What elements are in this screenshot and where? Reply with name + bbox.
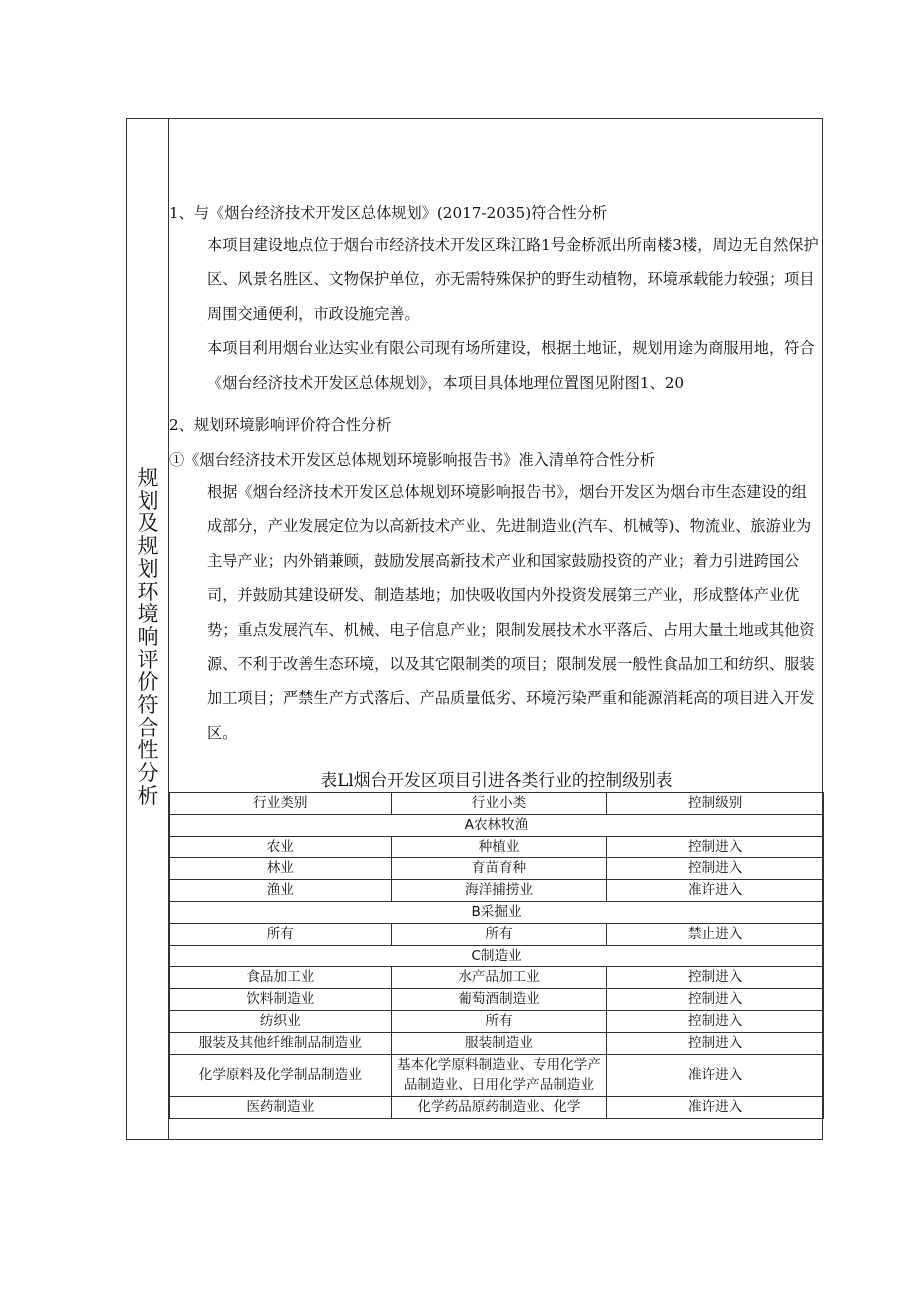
table-row [170,880,824,902]
table-row [170,989,824,1011]
table-row [170,1010,824,1032]
cell-level: 控制进入 [607,1010,824,1032]
cell-level: 禁止进入 [607,923,824,945]
section1-paragraph-1: 本项目建设地点位于烟台市经济技术开发区珠江路1号金桥派出所南楼3楼，周边无自然保护区、风景名胜区、文物保护单位，亦无需特殊保护的野生动植物，环境承载能力较强；项目周围交通便利，市政设施完善。 [207,236,819,323]
cell-level: 控制进入 [607,836,824,858]
cell-subcategory: 化学药品原药制造业、化学 [391,1097,607,1119]
table-header-row [170,793,824,815]
cell-category: 服装及其他纤维制品制造业 [170,1032,392,1054]
group-row-a [170,814,824,836]
cell-subcategory: 育苗育种 [391,858,607,880]
cell-subcategory: 葡萄酒制造业 [391,989,607,1011]
cell-category: 渔业 [170,880,392,902]
side-label-column [127,119,169,1139]
section2-body [169,475,820,750]
cell-category: 林业 [170,858,392,880]
control-level-table [169,792,824,1119]
cell-category: 所有 [170,923,392,945]
table-row [170,923,824,945]
cell-subcategory: 所有 [391,1010,607,1032]
header-industry-subcategory: 行业小类 [391,793,607,815]
content-column [169,119,822,1139]
cell-level: 控制进入 [607,967,824,989]
header-industry-category: 行业类别 [170,793,392,815]
cell-category: 纺织业 [170,1010,392,1032]
table-row [170,858,824,880]
cell-level: 控制进入 [607,858,824,880]
cell-level: 控制进入 [607,1032,824,1054]
cell-subcategory: 种植业 [391,836,607,858]
section2-heading: 2、规划环境影响评价符合性分析 [169,416,392,434]
header-control-level: 控制级别 [607,793,824,815]
cell-subcategory: 服装制造业 [391,1032,607,1054]
cell-subcategory: 海洋捕捞业 [391,880,607,902]
table-title: 表Ll烟台开发区项目引进各类行业的控制级别表 [320,770,673,790]
cell-category: 化学原料及化学制品制造业 [170,1054,392,1097]
cell-level: 控制进入 [607,989,824,1011]
cell-level: 准许进入 [607,1054,824,1097]
cell-subcategory: 基本化学原料制造业、专用化学产品制造业、日用化学产品制造业 [391,1054,607,1097]
group-row-c [170,945,824,967]
section2-subheading: ①《烟台经济技术开发区总体规划环境影响报告书》准入清单符合性分析 [169,451,655,469]
table-row [170,836,824,858]
group-row-b [170,901,824,923]
page-frame [126,118,823,1140]
group-c-title: C制造业 [170,945,824,967]
cell-category: 饮料制造业 [170,989,392,1011]
table-row [170,1032,824,1054]
cell-subcategory: 所有 [391,923,607,945]
section1-paragraph-2: 本项目利用烟台业达实业有限公司现有场所建设，根据土地证，规划用途为商服用地，符合《烟台经济技术开发区总体规划》，本项目具体地理位置图见附图1、20 [207,339,815,392]
group-b-title: B采掘业 [170,901,824,923]
cell-category: 食品加工业 [170,967,392,989]
table-row [170,1097,824,1119]
cell-level: 准许进入 [607,880,824,902]
table-row [170,1054,824,1097]
section1-heading: 1、与《烟台经济技术开发区总体规划》(2017-2035)符合性分析 [169,204,608,222]
cell-level: 准许进入 [607,1097,824,1119]
side-label: 规划及规划环境响评价符合性分析 [137,466,159,808]
cell-category: 农业 [170,836,392,858]
cell-subcategory: 水产品加工业 [391,967,607,989]
section2-paragraph: 根据《烟台经济技术开发区总体规划环境影响报告书》，烟台开发区为烟台市生态建设的组成部分，产业发展定位为以高新技术产业、先进制造业(汽车、机械等)、物流业、旅游业为主导产业；内外销兼顾，鼓励发展高新技术产业和国家鼓励投资的产业；着力引进跨国公司，并鼓励其建设研发、制造基地；加快吸收国内外投资发展第三产业，形成整体产业优势；重点发展汽车、机械、电子信息产业；限制发展技术水平落后、占用大量土地或其他资源、不利于改善生态环境，以及其它限制类的项目；限制发展一般性食品加工和纺织、服装加工项目；严禁生产方式落后、产品质量低劣、环境污染严重和能源消耗高的项目进入开发区。 [207,483,815,742]
section1-body [169,228,820,400]
cell-category: 医药制造业 [170,1097,392,1119]
table-row [170,967,824,989]
group-a-title: A农林牧渔 [170,814,824,836]
